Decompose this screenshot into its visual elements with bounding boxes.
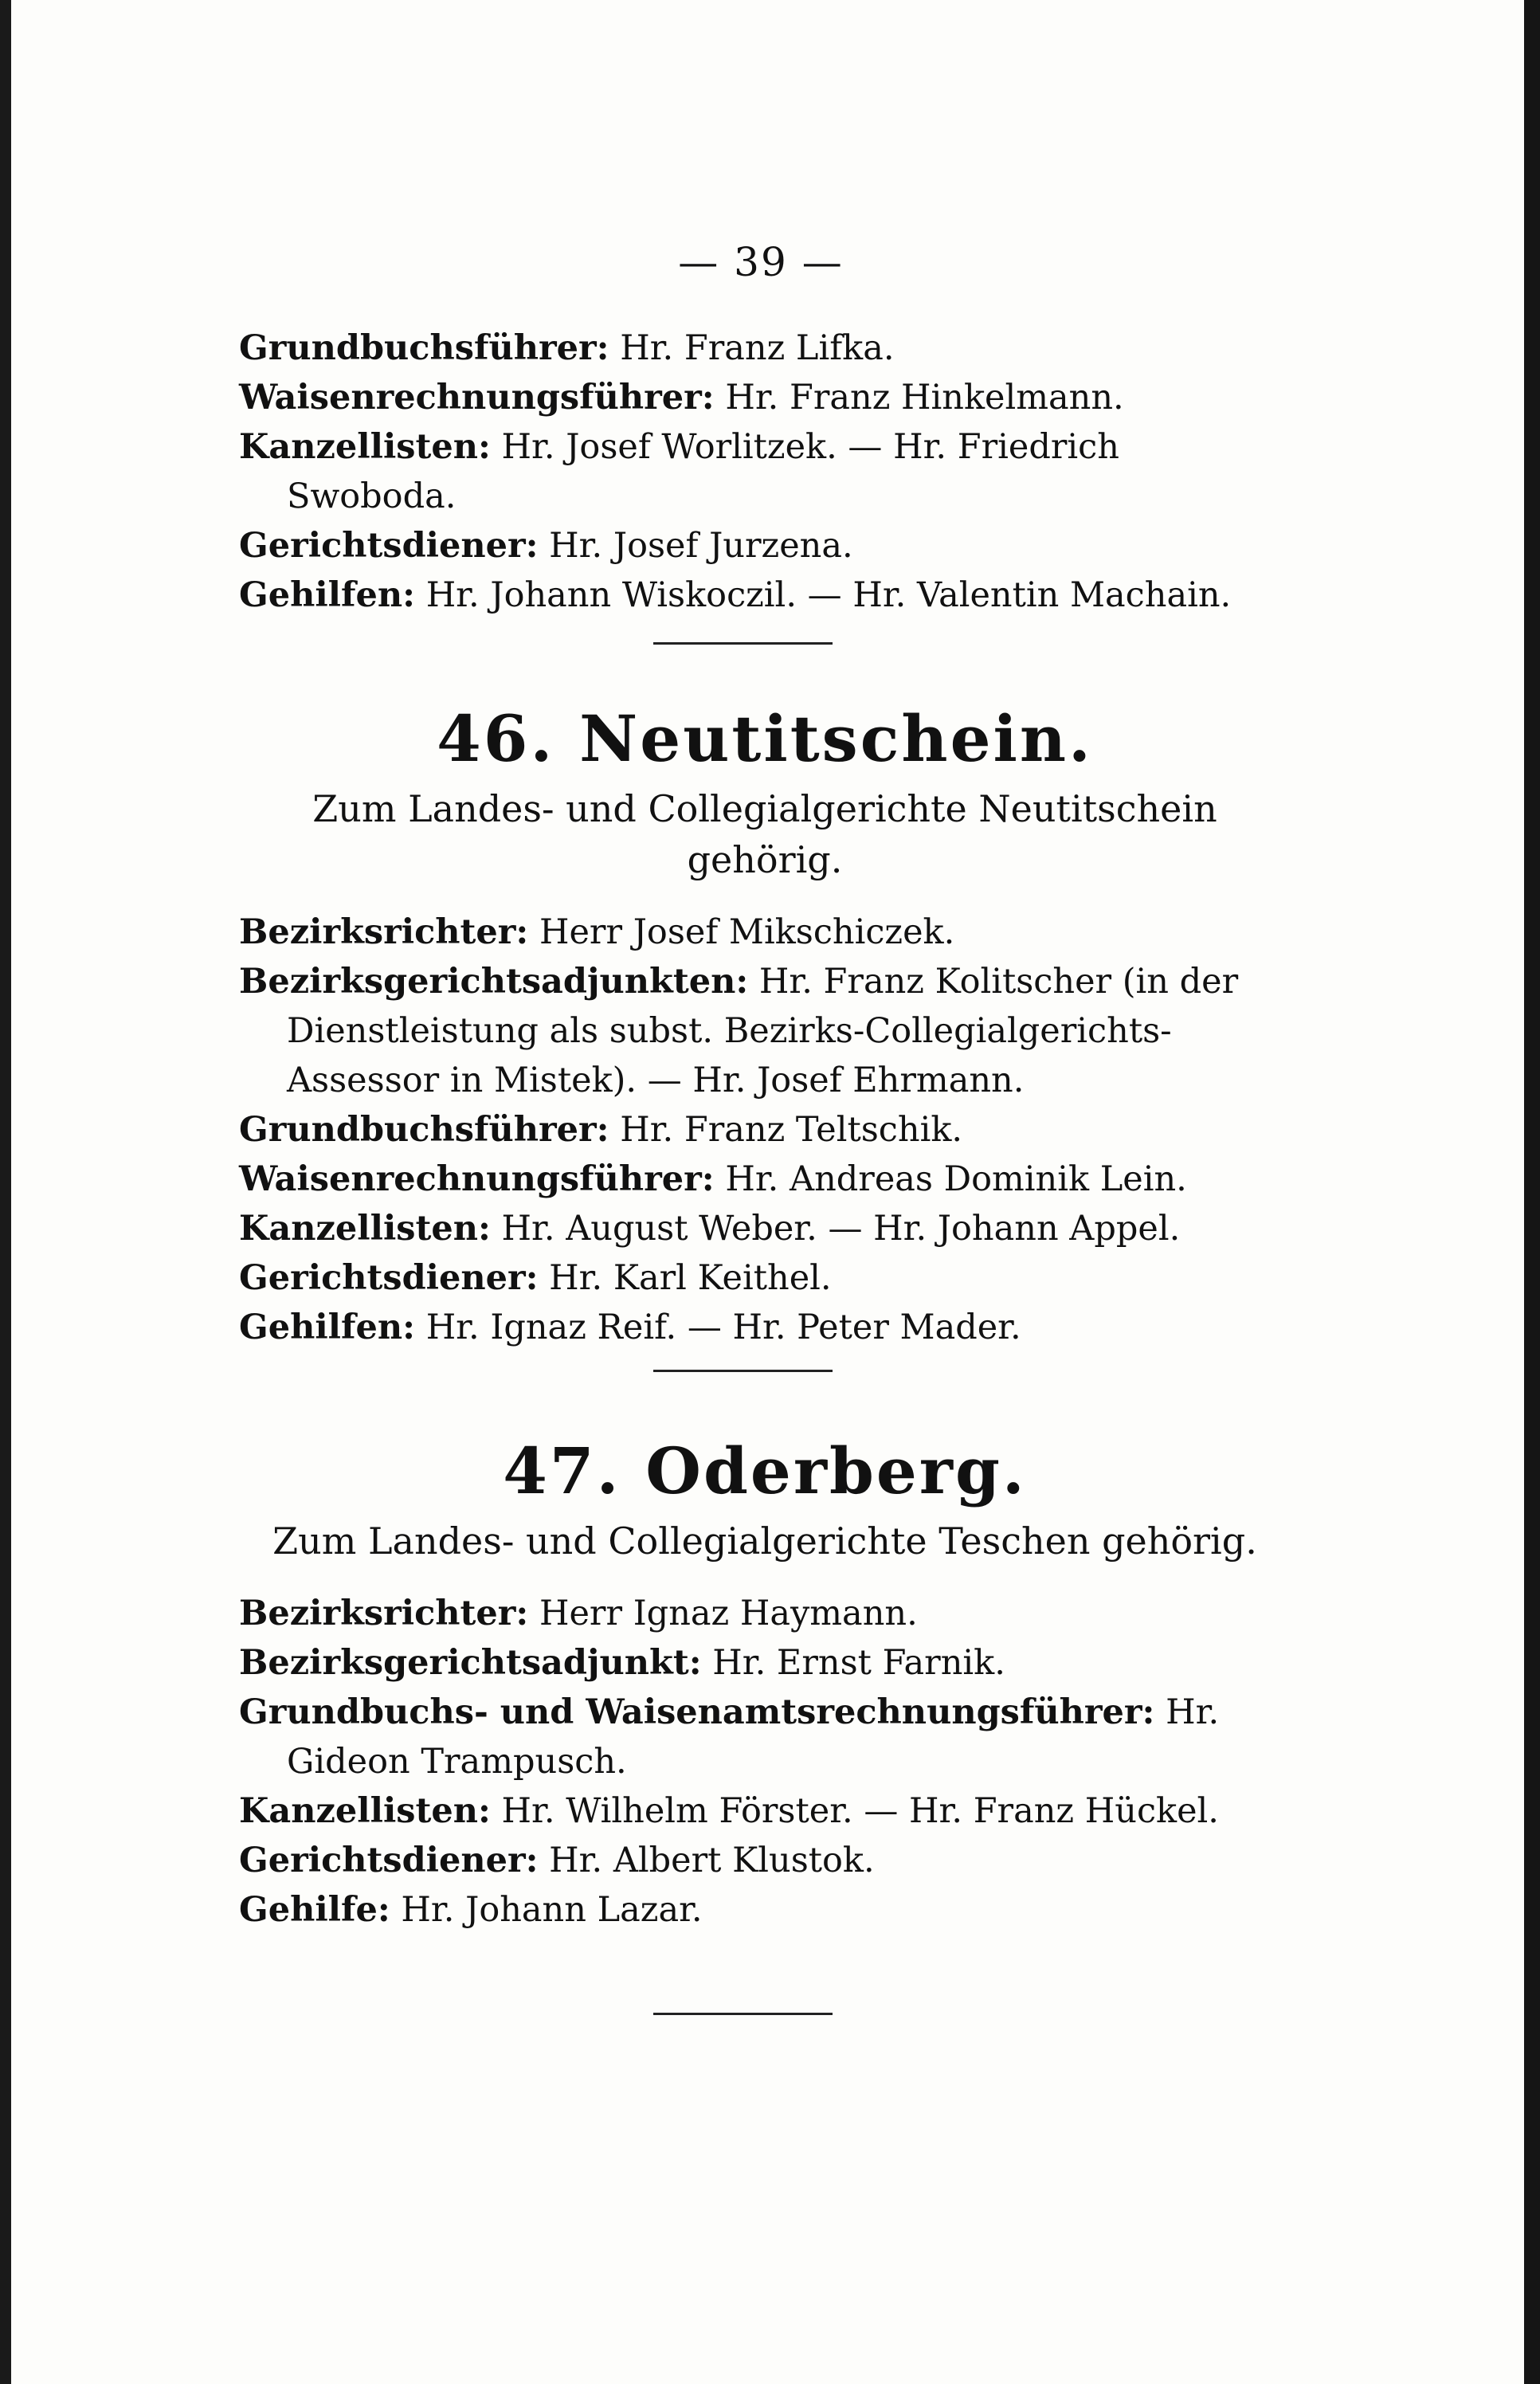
- entry-text: Hr. Franz Hinkelmann.: [725, 378, 1124, 418]
- list-item: [239, 1688, 1291, 1786]
- entry-text: Hr. August Weber. — Hr. Johann Appel.: [501, 1209, 1181, 1249]
- entry-text: Hr. Wilhelm Förster. — Hr. Franz Hückel.: [501, 1791, 1219, 1831]
- page-edge-right: [1524, 0, 1540, 2384]
- entry-text: Hr. Karl Keithel.: [549, 1258, 832, 1298]
- entry-role: Bezirksrichter:: [239, 912, 529, 952]
- entry-role: Waisenrechnungsführer:: [239, 1159, 715, 1199]
- section-46: [239, 699, 1291, 1352]
- entry-text: Herr Ignaz Haymann.: [539, 1594, 918, 1633]
- entry-role: Gehilfe:: [239, 1890, 390, 1930]
- section-divider: [653, 642, 833, 645]
- entry-text: Hr. Josef Worlitzek. — Hr. Friedrich Swoboda.: [287, 427, 1119, 516]
- list-item: [239, 1155, 1291, 1204]
- entry-text: Herr Josef Mikschiczek.: [539, 912, 955, 952]
- list-item: [239, 1836, 1291, 1885]
- entry-role: Gerichtsdiener:: [239, 526, 539, 566]
- entry-text: Hr. Franz Kolitscher (in der Dienstleistung als subst. Bezirks-Collegialgerichts-Assessor in Mistek). — Hr. Josef Ehrmann.: [287, 962, 1239, 1100]
- entry-role: Gehilfen:: [239, 1308, 416, 1347]
- list-item: [239, 1204, 1291, 1253]
- entry-text: Hr. Ernst Farnik.: [712, 1643, 1005, 1683]
- list-item: [239, 571, 1291, 620]
- list-item: [239, 1303, 1291, 1352]
- section-47: [239, 1431, 1291, 1935]
- entry-role: Waisenrechnungsführer:: [239, 378, 715, 418]
- entry-role: Grundbuchsführer:: [239, 1110, 609, 1150]
- entry-text: Hr. Andreas Dominik Lein.: [725, 1159, 1187, 1199]
- section-divider: [653, 2013, 833, 2015]
- entry-role: Gerichtsdiener:: [239, 1258, 539, 1298]
- entry-text: Hr. Franz Teltschik.: [620, 1110, 963, 1150]
- list-item: [239, 957, 1291, 1105]
- entry-text: Hr. Gideon Trampusch.: [287, 1692, 1220, 1782]
- section-subtitle: Zum Landes- und Collegialgerichte Teschen gehörig.: [272, 1519, 1257, 1563]
- page-content: [239, 239, 1291, 2015]
- list-item: [239, 1786, 1291, 1836]
- page-number: — 39 —: [678, 239, 844, 285]
- entry-text: Hr. Franz Lifka.: [620, 328, 895, 368]
- entry-role: Kanzellisten:: [239, 1209, 491, 1249]
- section-name: Neutitschein.: [579, 701, 1093, 776]
- list-item: [239, 373, 1291, 422]
- entry-role: Grundbuchsführer:: [239, 328, 609, 368]
- section-subtitle: Zum Landes- und Collegialgerichte Neutitschein gehörig.: [312, 787, 1217, 881]
- entry-role: Bezirksgerichtsadjunkt:: [239, 1643, 702, 1683]
- section-heading: [239, 699, 1291, 778]
- top-entry-list: [239, 323, 1291, 620]
- entry-role: Gehilfen:: [239, 575, 416, 615]
- list-item: [239, 1253, 1291, 1303]
- list-item: [239, 521, 1291, 571]
- list-item: [239, 1638, 1291, 1688]
- section-divider: [653, 1370, 833, 1372]
- entry-role: Kanzellisten:: [239, 1791, 491, 1831]
- section-number: 47.: [503, 1433, 621, 1508]
- entry-role: Kanzellisten:: [239, 427, 491, 467]
- list-item: [239, 422, 1291, 521]
- list-item: [239, 1589, 1291, 1638]
- entry-role: Gerichtsdiener:: [239, 1841, 539, 1880]
- section-number: 46.: [437, 701, 555, 776]
- list-item: [239, 908, 1291, 957]
- entry-text: Hr. Johann Wiskoczil. — Hr. Valentin Machain.: [425, 575, 1232, 615]
- list-item: [239, 1885, 1291, 1935]
- entry-text: Hr. Johann Lazar.: [401, 1890, 703, 1930]
- page-edge-left: [0, 0, 11, 2384]
- entry-text: Hr. Josef Jurzena.: [549, 526, 853, 566]
- entry-text: Hr. Ignaz Reif. — Hr. Peter Mader.: [425, 1308, 1021, 1347]
- entry-role: Bezirksgerichtsadjunkten:: [239, 962, 749, 1002]
- entry-role: Bezirksrichter:: [239, 1594, 529, 1633]
- entry-role: Grundbuchs- und Waisenamtsrechnungsführer:: [239, 1692, 1155, 1732]
- section-name: Oderberg.: [645, 1433, 1027, 1508]
- entry-text: Hr. Albert Klustok.: [549, 1841, 875, 1880]
- list-item: [239, 323, 1291, 373]
- list-item: [239, 1105, 1291, 1155]
- section-heading: [239, 1431, 1291, 1511]
